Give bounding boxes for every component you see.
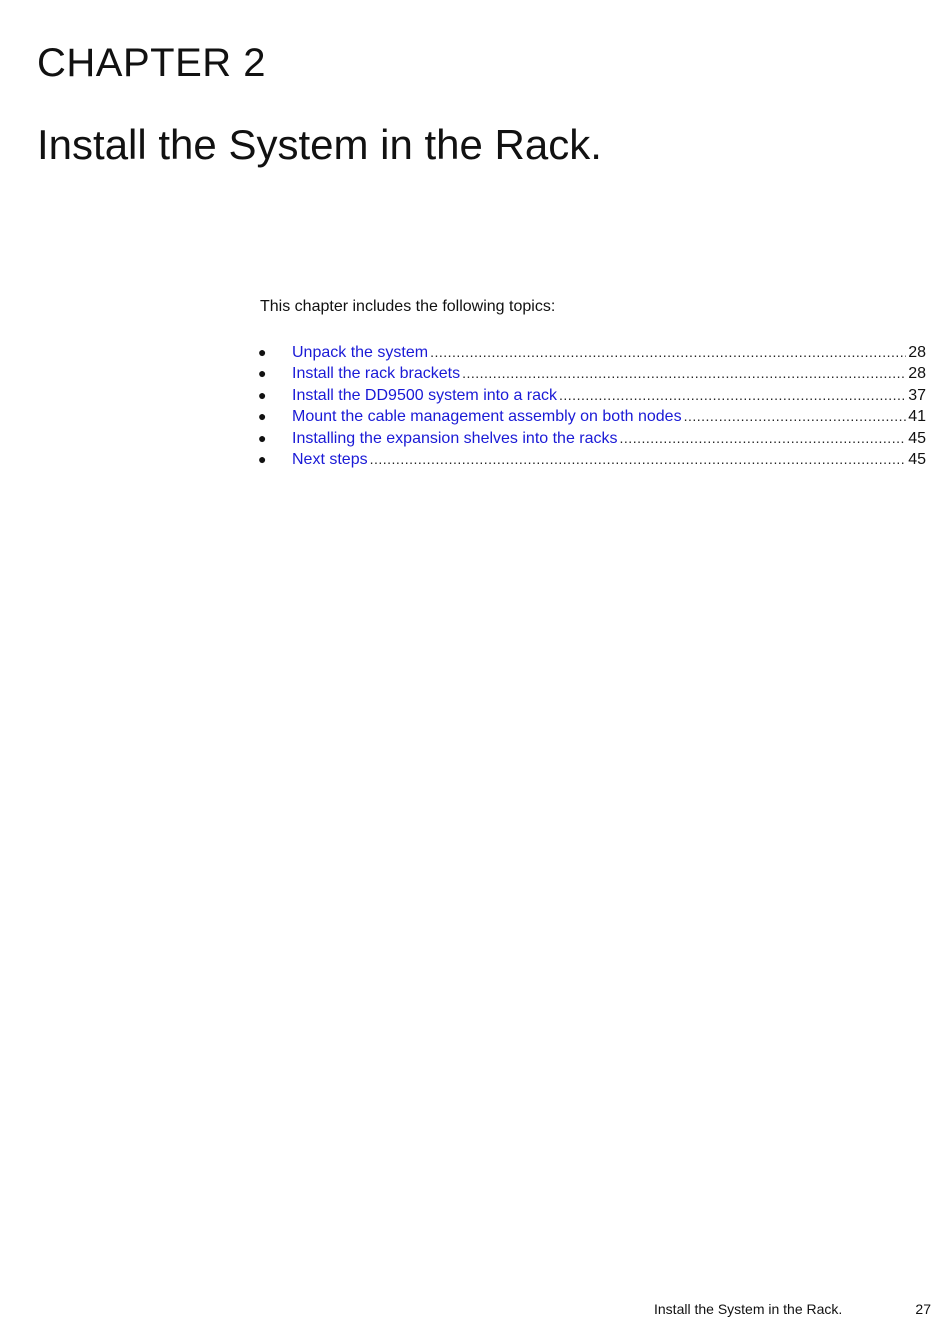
topic-page-number: 28 bbox=[908, 344, 926, 361]
chapter-label: CHAPTER 2 bbox=[37, 41, 266, 85]
topic-page-number: 41 bbox=[908, 408, 926, 426]
topic-item bbox=[258, 342, 926, 363]
topic-link-unpack[interactable]: Unpack the system bbox=[292, 344, 429, 361]
topic-item bbox=[258, 385, 926, 406]
bullet-icon: ● bbox=[258, 429, 267, 446]
topic-page-number: 45 bbox=[908, 450, 926, 468]
intro-text: This chapter includes the following topics: bbox=[260, 298, 556, 315]
bullet-icon: ● bbox=[258, 344, 267, 360]
bullet-icon: ● bbox=[258, 450, 267, 467]
topic-link-rack-brackets[interactable]: Install the rack brackets bbox=[292, 365, 461, 383]
topic-list bbox=[258, 342, 926, 470]
topic-item bbox=[258, 406, 926, 427]
dot-leader bbox=[620, 428, 907, 449]
topic-page-number: 37 bbox=[908, 386, 926, 404]
topic-link-install-system[interactable]: Install the DD9500 system into a rack bbox=[292, 386, 558, 404]
bullet-icon: ● bbox=[258, 365, 267, 382]
topic-link-expansion-shelves[interactable]: Installing the expansion shelves into the racks bbox=[292, 429, 618, 447]
bullet-icon: ● bbox=[258, 386, 267, 403]
topic-page-number: 45 bbox=[908, 429, 926, 447]
footer-chapter-title: Install the System in the Rack. bbox=[654, 1301, 843, 1317]
dot-leader bbox=[559, 385, 906, 406]
topic-link-next-steps[interactable]: Next steps bbox=[292, 450, 368, 468]
topic-item bbox=[258, 363, 926, 384]
chapter-title: Install the System in the Rack. bbox=[37, 121, 602, 168]
dot-leader bbox=[684, 406, 907, 427]
topic-page-number: 28 bbox=[908, 365, 926, 383]
topic-item bbox=[258, 428, 926, 449]
topic-link-cable-management[interactable]: Mount the cable management assembly on both nodes bbox=[292, 408, 682, 426]
footer-page-number: 27 bbox=[915, 1301, 931, 1317]
dot-leader bbox=[370, 449, 907, 470]
bullet-icon: ● bbox=[258, 408, 267, 425]
dot-leader bbox=[430, 342, 906, 363]
topic-item bbox=[258, 449, 926, 470]
dot-leader bbox=[462, 363, 906, 384]
